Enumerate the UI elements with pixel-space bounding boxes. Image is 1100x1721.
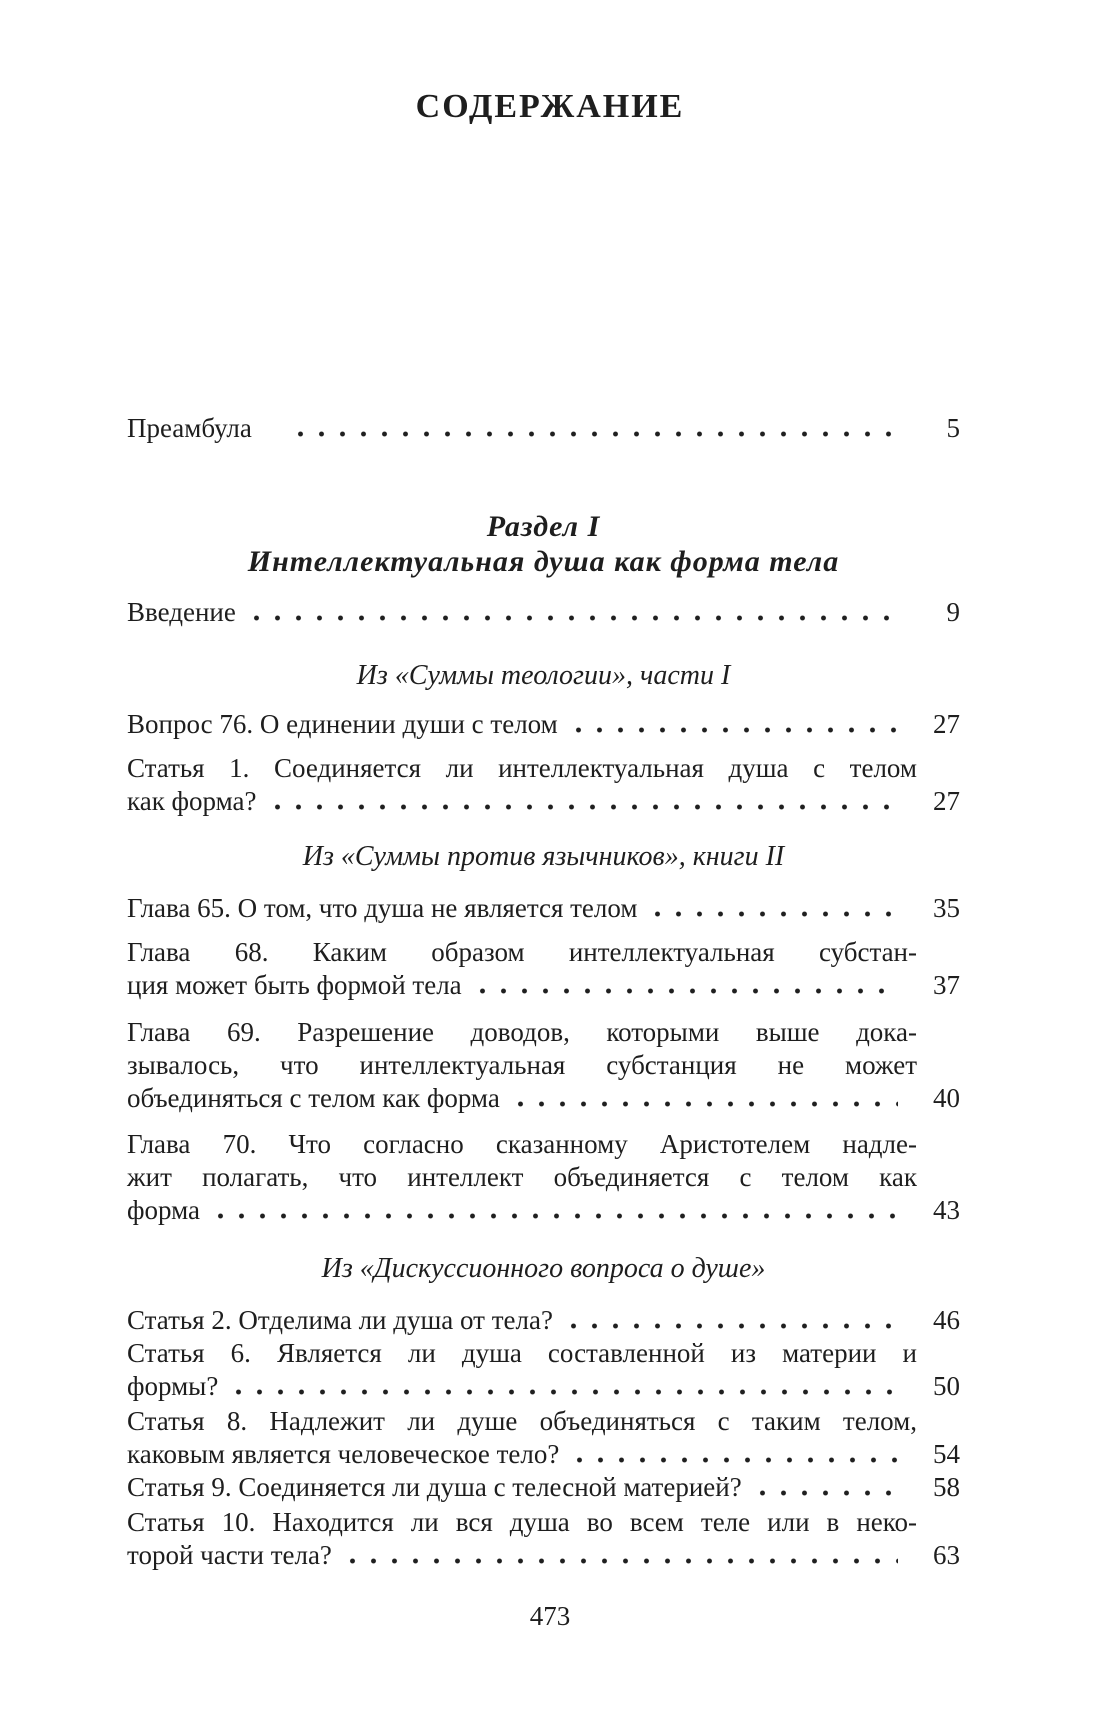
group-heading-summa-yazychnikov: Из «Суммы против язычников», книги II	[302, 841, 785, 872]
toc-page-number: 9	[946, 597, 960, 627]
dot-leader	[569, 1438, 898, 1471]
dot-leader	[647, 892, 898, 925]
section-kicker: Раздел I	[486, 510, 601, 543]
toc-entry-line: Глава 70. Что согласно сказанному Аристотелем надле-	[127, 1129, 917, 1159]
toc-row	[127, 1539, 960, 1572]
toc-page-number: 50	[933, 1371, 960, 1401]
toc	[127, 412, 960, 1572]
toc-page-number: 27	[933, 709, 960, 739]
toc-entry-line: жит полагать, что интеллект объединяется с телом как	[127, 1162, 917, 1192]
toc-row	[127, 969, 960, 1002]
toc-entry-label: форма	[127, 1195, 200, 1225]
toc-page-number: 35	[933, 893, 960, 923]
toc-entry-glava70	[127, 1128, 960, 1227]
toc-page-number: 46	[933, 1305, 960, 1335]
toc-entry-statya8	[127, 1405, 960, 1471]
toc-page-number: 27	[933, 786, 960, 816]
toc-page-number: 63	[933, 1540, 960, 1570]
toc-entry-line: Статья 10. Находится ли вся душа во всем теле или в неко-	[127, 1507, 917, 1537]
dot-leader	[342, 1539, 898, 1572]
toc-row	[127, 1194, 960, 1227]
dot-leader	[210, 1194, 898, 1227]
toc-row	[127, 708, 960, 741]
toc-entry-line: Глава 68. Каким образом интеллектуальная субстан-	[127, 937, 917, 967]
section-title: Интеллектуальная душа как форма тела	[247, 545, 840, 578]
toc-entry-preambula	[127, 412, 960, 445]
toc-page-number: 37	[933, 970, 960, 1000]
toc-entry-label: формы?	[127, 1371, 219, 1401]
toc-entry-glava65	[127, 892, 960, 925]
toc-entry-label: торой части тела?	[127, 1540, 332, 1570]
toc-page-number: 43	[933, 1195, 960, 1225]
toc-entry-label: объединяться с телом как форма	[127, 1083, 500, 1113]
page-title: СОДЕРЖАНИЕ	[415, 88, 685, 125]
toc-entry-label: Статья 2. Отделима ли душа от тела?	[127, 1305, 553, 1335]
toc-row	[127, 412, 960, 445]
page-number-folio: 473	[529, 1601, 571, 1631]
toc-entry-label: Введение	[127, 597, 236, 627]
toc-row	[127, 785, 960, 818]
dot-leader	[752, 1471, 898, 1504]
dot-leader	[563, 1304, 898, 1337]
dot-leader	[510, 1082, 898, 1115]
toc-row	[127, 1304, 960, 1337]
toc-row	[127, 1082, 960, 1115]
toc-entry-line: Глава 69. Разрешение доводов, которыми выше дока-	[127, 1017, 917, 1047]
toc-row	[127, 1370, 960, 1403]
toc-entry-statya1	[127, 752, 960, 818]
toc-page-number: 58	[933, 1472, 960, 1502]
toc-row	[127, 1438, 960, 1471]
toc-entry-glava68	[127, 936, 960, 1002]
toc-entry-line: Статья 6. Является ли душа составленной из материи и	[127, 1338, 917, 1368]
group-heading-summa-teologii: Из «Суммы теологии», части I	[356, 660, 731, 691]
toc-entry-label: каковым является человеческое тело?	[127, 1439, 560, 1469]
dot-leader	[290, 412, 898, 445]
toc-entry-glava69	[127, 1016, 960, 1115]
toc-entry-vvedenie	[127, 596, 960, 629]
dot-leader	[267, 785, 898, 818]
toc-entry-label: Статья 9. Соединяется ли душа с телесной материей?	[127, 1472, 742, 1502]
toc-entry-label: ция может быть формой тела	[127, 970, 462, 1000]
toc-entry-label: Вопрос 76. О единении души с телом	[127, 709, 558, 739]
dot-leader	[246, 596, 898, 629]
toc-entry-label: Преамбула	[127, 413, 252, 443]
dot-leader	[568, 708, 898, 741]
toc-entry-statya10	[127, 1506, 960, 1572]
toc-entry-vopros76	[127, 708, 960, 741]
toc-entry-line: Статья 1. Соединяется ли интеллектуальная душа с телом	[127, 753, 917, 783]
dot-leader	[472, 969, 898, 1002]
toc-page-number: 40	[933, 1083, 960, 1113]
dot-leader	[228, 1370, 898, 1403]
toc-row	[127, 596, 960, 629]
toc-page-number: 5	[946, 413, 960, 443]
group-heading-diskussionnogo: Из «Дискуссионного вопроса о душе»	[321, 1253, 766, 1284]
toc-row	[127, 1471, 960, 1504]
toc-entry-label: Глава 65. О том, что душа не является телом	[127, 893, 638, 923]
toc-entry-statya2	[127, 1304, 960, 1337]
toc-entry-line: зывалось, что интеллектуальная субстанция не может	[127, 1050, 917, 1080]
section-heading	[127, 509, 960, 579]
toc-page-number: 54	[933, 1439, 960, 1469]
toc-entry-statya9	[127, 1471, 960, 1504]
toc-row	[127, 892, 960, 925]
toc-entry-line: Статья 8. Надлежит ли душе объединяться с таким телом,	[127, 1406, 917, 1436]
toc-entry-label: как форма?	[127, 786, 257, 816]
toc-entry-statya6	[127, 1337, 960, 1403]
